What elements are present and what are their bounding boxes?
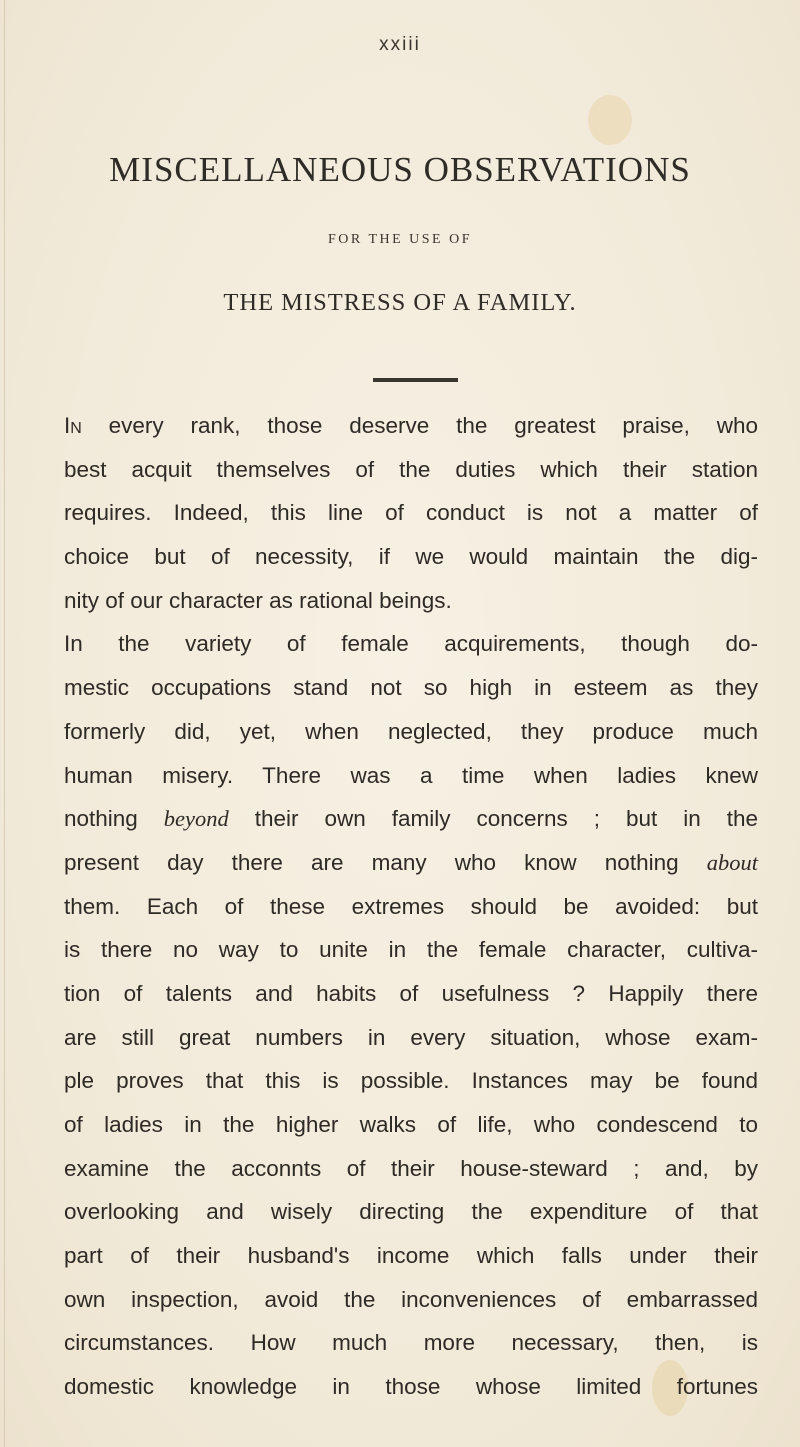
text-fragment: their own family concerns ; but in the	[228, 806, 758, 832]
text-line: part of their husband's income which falls under their	[64, 1243, 758, 1269]
text-line: circumstances. How much more necessary, then, is	[64, 1330, 758, 1356]
text-line: human misery. There was a time when ladies knew	[64, 762, 758, 788]
text-line: domestic knowledge in those whose limited fortunes	[64, 1374, 758, 1400]
drop-initial: In	[64, 413, 82, 438]
text-line: are still great numbers in every situation, whose exam-	[64, 1024, 758, 1050]
body-text	[64, 404, 758, 1409]
text-line: In the variety of female acquirements, though do-	[64, 631, 758, 657]
text-line: choice but of necessity, if we would maintain the dig-	[64, 544, 758, 570]
page-edge	[4, 0, 5, 1447]
text-line: best acquit themselves of the duties which their station	[64, 456, 758, 482]
text-line	[64, 841, 758, 885]
text-line	[64, 797, 758, 841]
text-line: of ladies in the higher walks of life, who condescend to	[64, 1112, 758, 1137]
text-line: own inspection, avoid the inconveniences of embarrassed	[64, 1286, 758, 1312]
text-line: overlooking and wisely directing the expenditure of that	[64, 1199, 758, 1225]
text-line: is there no way to unite in the female character, cultiva-	[64, 937, 758, 963]
paper-stain	[588, 95, 632, 145]
text-line: requires. Indeed, this line of conduct is not a matter of	[64, 500, 758, 526]
chapter-subtitle-large: THE MISTRESS OF A FAMILY.	[223, 289, 577, 316]
text-line: ple proves that this is possible. Instances may be found	[64, 1068, 758, 1094]
chapter-title: MISCELLANEOUS OBSERVATIONS	[109, 150, 691, 189]
text-line: mestic occupations stand not so high in esteem as they	[64, 675, 758, 701]
text-line: tion of talents and habits of usefulness ? Happily there	[64, 980, 758, 1006]
page-number: xxiii	[379, 34, 421, 55]
text-line: formerly did, yet, when neglected, they produce much	[64, 718, 758, 744]
text-line: nity of our character as rational beings.	[64, 587, 452, 613]
title-divider	[373, 378, 458, 382]
text-line: examine the acconnts of their house-steward ; and, by	[64, 1155, 758, 1181]
text-fragment: present day there are many who know nothing	[64, 849, 707, 875]
italic-word: about	[706, 849, 758, 875]
italic-word: beyond	[163, 806, 229, 832]
text-fragment: nothing	[64, 806, 164, 832]
text-line: them. Each of these extremes should be avoided: but	[64, 893, 758, 919]
chapter-subtitle-small: FOR THE USE OF	[327, 232, 473, 247]
text-line	[64, 404, 758, 448]
text-fragment: every rank, those deserve the greatest praise, who	[81, 413, 758, 438]
